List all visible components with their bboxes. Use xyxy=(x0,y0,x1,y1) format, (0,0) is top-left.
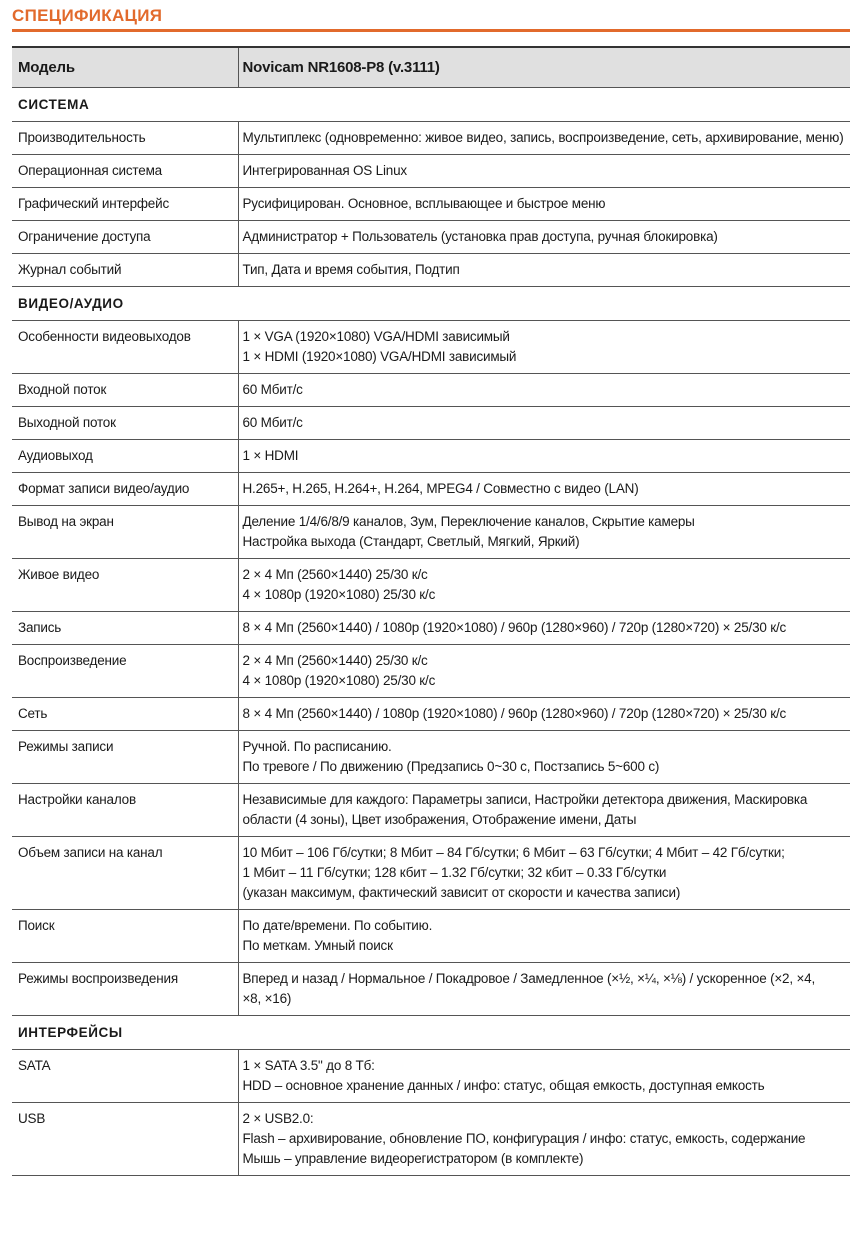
spec-value xyxy=(238,837,850,910)
spec-row xyxy=(12,1050,850,1103)
spec-value-line: Мышь – управление видеорегистратором (в комплекте) xyxy=(242,1151,584,1166)
spec-label: Поиск xyxy=(12,910,238,963)
spec-value-line: 1 Мбит – 11 Гб/сутки; 128 кбит – 1.32 Гб/сутки; 32 кбит – 0.33 Гб/сутки xyxy=(242,865,667,880)
spec-value xyxy=(238,155,850,188)
spec-row xyxy=(12,122,850,155)
model-value: Novicam NR1608-P8 (v.3111) xyxy=(238,47,850,88)
spec-label: Производительность xyxy=(12,122,238,155)
spec-label: Запись xyxy=(12,612,238,645)
spec-value-line: Независимые для каждого: Параметры записи, Настройки детектора движения, Маскировка xyxy=(242,792,808,807)
spec-table-body xyxy=(12,47,850,1176)
spec-row xyxy=(12,254,850,287)
spec-label: Режимы записи xyxy=(12,731,238,784)
spec-row xyxy=(12,963,850,1016)
spec-value-line: 1 × VGA (1920×1080) VGA/HDMI зависимый xyxy=(242,329,510,344)
spec-value-line: 1 × HDMI (1920×1080) VGA/HDMI зависимый xyxy=(242,349,517,364)
spec-label: Графический интерфейс xyxy=(12,188,238,221)
spec-value xyxy=(238,254,850,287)
spec-label: Настройки каналов xyxy=(12,784,238,837)
spec-value-line: Интегрированная OS Linux xyxy=(242,163,407,178)
section-title: СИСТЕМА xyxy=(12,88,850,122)
spec-value-line: Flash – архивирование, обновление ПО, конфигурация / инфо: статус, емкость, содержание xyxy=(242,1131,806,1146)
spec-value-line: По тревоге / По движению (Предзапись 0~30 с, Постзапись 5~600 с) xyxy=(242,759,660,774)
spec-value-line: HDD – основное хранение данных / инфо: статус, общая емкость, доступная емкость xyxy=(242,1078,765,1093)
spec-value xyxy=(238,731,850,784)
spec-value-line: H.265+, H.265, H.264+, H.264, MPEG4 / Совместно с видео (LAN) xyxy=(242,481,639,496)
spec-value-line: По дате/времени. По событию. xyxy=(242,918,433,933)
spec-value-line: 2 × 4 Мп (2560×1440) 25/30 к/с xyxy=(242,567,428,582)
spec-value-line: По меткам. Умный поиск xyxy=(242,938,393,953)
spec-row xyxy=(12,221,850,254)
model-header-row xyxy=(12,47,850,88)
spec-row xyxy=(12,731,850,784)
spec-value-line: (указан максимум, фактический зависит от скорости и качества записи) xyxy=(242,885,681,900)
spec-label: Воспроизведение xyxy=(12,645,238,698)
spec-row xyxy=(12,440,850,473)
spec-value-line: Вперед и назад / Нормальное / Покадровое / Замедленное (×½, ×¼, ×⅛) / ускоренное (×2, ×4, xyxy=(242,971,816,986)
spec-row xyxy=(12,612,850,645)
spec-value-line: 1 × SATA 3.5" до 8 Тб: xyxy=(242,1058,375,1073)
section-title: ВИДЕО/АУДИО xyxy=(12,287,850,321)
spec-value-line: 60 Мбит/с xyxy=(242,382,303,397)
spec-label: Сеть xyxy=(12,698,238,731)
spec-label: Живое видео xyxy=(12,559,238,612)
spec-value xyxy=(238,506,850,559)
section-header xyxy=(12,1016,850,1050)
spec-value-line: Тип, Дата и время события, Подтип xyxy=(242,262,460,277)
spec-value-line: Администратор + Пользователь (установка прав доступа, ручная блокировка) xyxy=(242,229,718,244)
spec-value xyxy=(238,1050,850,1103)
spec-value-line: 2 × USB2.0: xyxy=(242,1111,314,1126)
spec-value-line: Мультиплекс (одновременно: живое видео, запись, воспроизведение, сеть, архивирование, меню) xyxy=(242,130,844,145)
spec-value xyxy=(238,698,850,731)
spec-row xyxy=(12,559,850,612)
spec-value-line: Ручной. По расписанию. xyxy=(242,739,392,754)
spec-label: USB xyxy=(12,1103,238,1176)
spec-value xyxy=(238,612,850,645)
spec-value-line: Русифицирован. Основное, всплывающее и быстрое меню xyxy=(242,196,606,211)
spec-value xyxy=(238,784,850,837)
spec-row xyxy=(12,321,850,374)
spec-value xyxy=(238,440,850,473)
spec-table xyxy=(12,46,850,1176)
spec-label: Режимы воспроизведения xyxy=(12,963,238,1016)
spec-value-line: области (4 зоны), Цвет изображения, Отображение имени, Даты xyxy=(242,812,637,827)
spec-row xyxy=(12,837,850,910)
spec-row xyxy=(12,645,850,698)
spec-value xyxy=(238,910,850,963)
spec-row xyxy=(12,1103,850,1176)
spec-row xyxy=(12,155,850,188)
spec-label: Входной поток xyxy=(12,374,238,407)
spec-row xyxy=(12,784,850,837)
spec-row xyxy=(12,698,850,731)
spec-value-line: ×8, ×16) xyxy=(242,991,292,1006)
spec-label: Ограничение доступа xyxy=(12,221,238,254)
section-header xyxy=(12,287,850,321)
spec-label: Аудиовыход xyxy=(12,440,238,473)
spec-label: Вывод на экран xyxy=(12,506,238,559)
model-label: Модель xyxy=(12,47,238,88)
spec-label: SATA xyxy=(12,1050,238,1103)
spec-label: Операционная система xyxy=(12,155,238,188)
section-title: ИНТЕРФЕЙСЫ xyxy=(12,1016,850,1050)
spec-row xyxy=(12,506,850,559)
spec-row xyxy=(12,188,850,221)
spec-value xyxy=(238,559,850,612)
section-header xyxy=(12,88,850,122)
spec-value xyxy=(238,963,850,1016)
spec-value-line: Деление 1/4/6/8/9 каналов, Зум, Переключение каналов, Скрытие камеры xyxy=(242,514,695,529)
spec-row xyxy=(12,407,850,440)
spec-value-line: 4 × 1080p (1920×1080) 25/30 к/с xyxy=(242,673,436,688)
spec-value-line: 10 Мбит – 106 Гб/сутки; 8 Мбит – 84 Гб/сутки; 6 Мбит – 63 Гб/сутки; 4 Мбит – 42 Гб/сутки; xyxy=(242,845,785,860)
spec-value-line: 2 × 4 Мп (2560×1440) 25/30 к/с xyxy=(242,653,428,668)
spec-label: Особенности видеовыходов xyxy=(12,321,238,374)
spec-label: Формат записи видео/аудио xyxy=(12,473,238,506)
spec-label: Журнал событий xyxy=(12,254,238,287)
spec-value-line: 8 × 4 Мп (2560×1440) / 1080p (1920×1080) / 960p (1280×960) / 720p (1280×720) × 25/30 к/с xyxy=(242,620,787,635)
spec-row xyxy=(12,473,850,506)
spec-row xyxy=(12,910,850,963)
spec-value-line: 4 × 1080p (1920×1080) 25/30 к/с xyxy=(242,587,436,602)
title-underline xyxy=(12,29,850,32)
spec-value xyxy=(238,122,850,155)
spec-value xyxy=(238,374,850,407)
spec-value xyxy=(238,221,850,254)
spec-value xyxy=(238,1103,850,1176)
spec-value-line: Настройка выхода (Стандарт, Светлый, Мягкий, Яркий) xyxy=(242,534,580,549)
spec-row xyxy=(12,374,850,407)
spec-label: Выходной поток xyxy=(12,407,238,440)
spec-value xyxy=(238,473,850,506)
spec-label: Объем записи на канал xyxy=(12,837,238,910)
spec-value-line: 1 × HDMI xyxy=(242,448,299,463)
page-title: СПЕЦИФИКАЦИЯ xyxy=(12,6,163,25)
spec-value xyxy=(238,407,850,440)
spec-value xyxy=(238,321,850,374)
spec-value xyxy=(238,645,850,698)
spec-value xyxy=(238,188,850,221)
spec-value-line: 8 × 4 Мп (2560×1440) / 1080p (1920×1080) / 960p (1280×960) / 720p (1280×720) × 25/30 к/с xyxy=(242,706,787,721)
spec-value-line: 60 Мбит/с xyxy=(242,415,303,430)
